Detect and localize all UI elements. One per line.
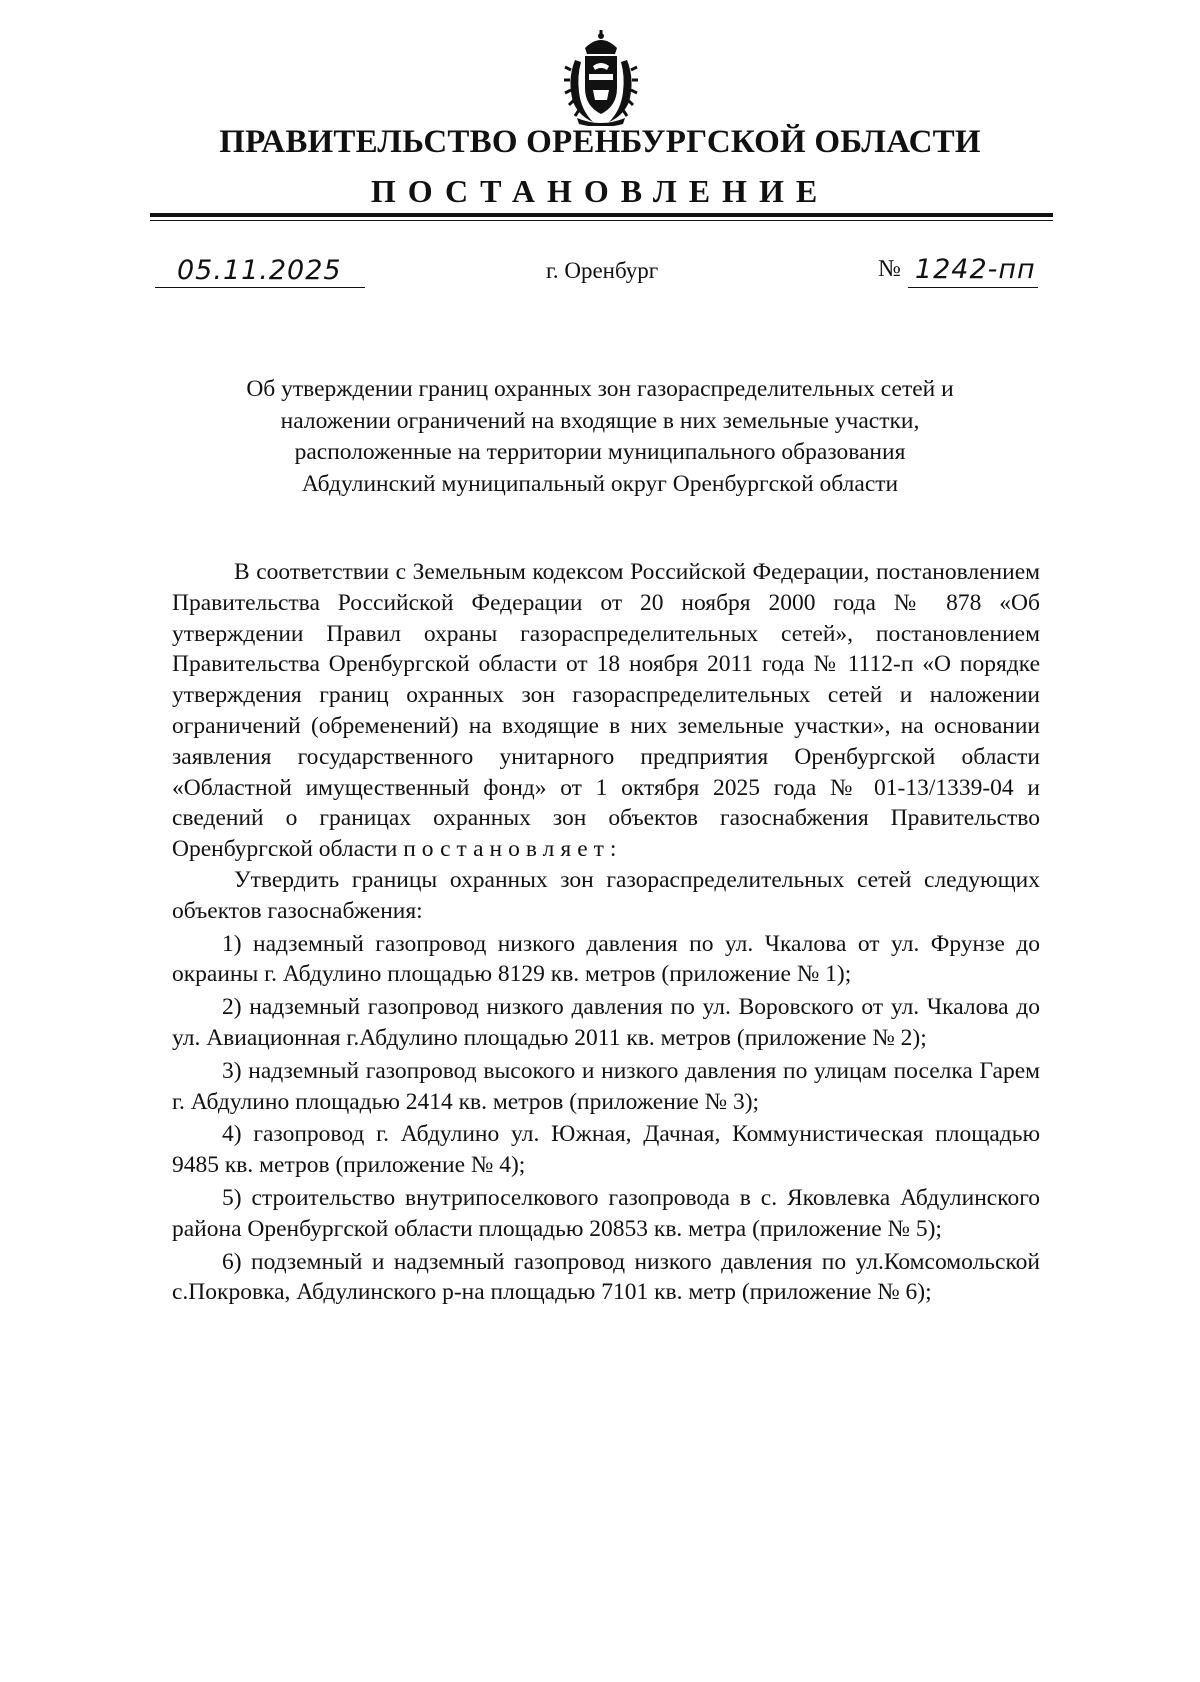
city-label: г. Оренбург [546, 258, 659, 283]
preamble-paragraph [172, 557, 1040, 865]
number-underline [908, 287, 1038, 288]
list-item: 6) подземный и надземный газопровод низкого давления по ул.Комсомольской с.Покровка, Абдулинского р-на площадью 7101 кв. метр (приложение № 6); [172, 1248, 1040, 1306]
number-field [878, 254, 1038, 285]
header-rule-thick [150, 213, 1053, 217]
document-type-title: ПОСТАНОВЛЕНИЕ [370, 173, 830, 209]
document-date: 05.11.2025 [177, 255, 342, 286]
subject-line: расположенные на территории муниципального образования [294, 439, 906, 465]
document-number: 1242-пп [914, 254, 1036, 285]
document-body [172, 557, 1040, 1308]
list-item: 2) надземный газопровод низкого давления по ул. Воровского от ул. Чкалова до ул. Авиационная г.Абдулино площадью 2011 кв. метров (приложение № 2); [172, 994, 1040, 1051]
preamble-text: В соответствии с Земельным кодексом Российской Федерации, постановлением Правительства Российской Федерации от 20 ноября 2000 года № 878 «Об утверждении Правил охраны газораспределительных сетей», постановлением Правительства Оренбургской области от 18 ноября 2011 года № 1112-п «О порядке утверждения границ охранных зон газораспределительных сетей и наложении ограничений (обременений) на входящие в них земельные участки», на основании заявления государственного унитарного предприятия Оренбургской области «Областной имущественный фонд» от 1 октября 2025 года № 01-13/1339-04 и сведений о границах охранных зон объектов газоснабжения Правительство Оренбургской области [172, 559, 1040, 863]
header-rule-thin [150, 220, 1053, 221]
decree-word: постановляет: [403, 836, 623, 863]
subject-line: Абдулинский муниципальный округ Оренбургской области [301, 470, 899, 497]
list-item: 3) надземный газопровод высокого и низкого давления по улицам поселка Гарем г. Абдулино площадью 2414 кв. метров (приложение № 3); [172, 1057, 1040, 1115]
subject-line: наложении ограничений на входящие в них земельные участки, [280, 407, 920, 434]
list-item: 4) газопровод г. Абдулино ул. Южная, Дачная, Коммунистическая площадью 9485 кв. метров (приложение № 4); [172, 1121, 1040, 1179]
subject-line: Об утверждении границ охранных зон газораспределительных сетей и [246, 376, 954, 402]
number-sign: № [878, 256, 901, 282]
list-item: 1) надземный газопровод низкого давления по ул. Чкалова от ул. Фрунзе до окраины г. Абдулино площадью 8129 кв. метров (приложение № 1); [172, 930, 1040, 988]
coat-of-arms-icon [563, 30, 639, 126]
document-subject [150, 374, 1050, 500]
date-underline [155, 287, 365, 288]
intro-paragraph: Утвердить границы охранных зон газораспределительных сетей следующих объектов газоснабжения: [172, 866, 1040, 924]
list-item: 5) строительство внутрипоселкового газопровода в с. Яковлевка Абдулинского района Оренбургской области площадью 20853 кв. метра (приложение № 5); [172, 1184, 1040, 1242]
date-field [155, 255, 365, 286]
government-name: ПРАВИТЕЛЬСТВО ОРЕНБУРГСКОЙ ОБЛАСТИ [219, 124, 981, 160]
